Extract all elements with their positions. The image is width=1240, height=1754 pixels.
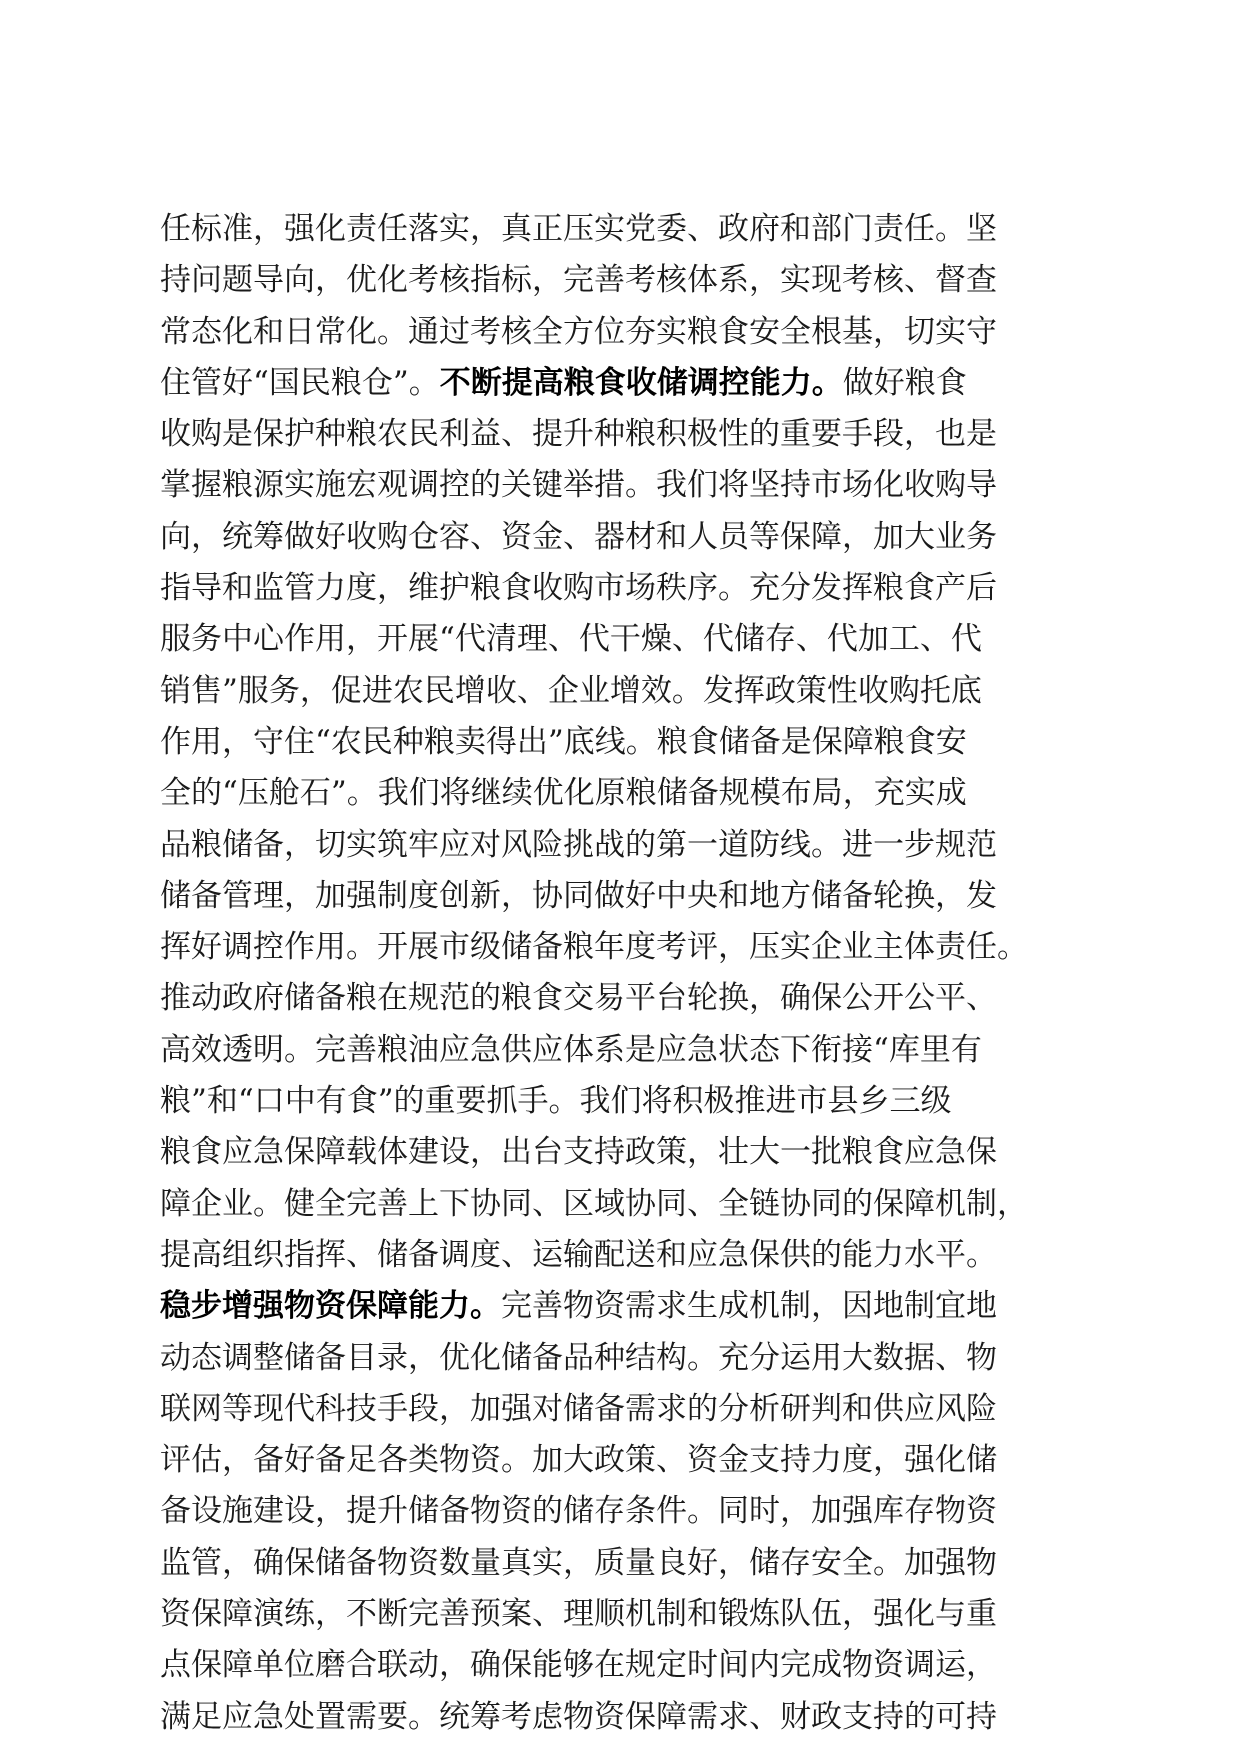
text-line	[160, 768, 1080, 819]
text-line	[160, 1230, 1080, 1281]
text-line	[160, 1127, 1080, 1178]
text-line	[160, 820, 1080, 871]
body-text: 常态化和日常化。通过考核全方位夯实粮食安全根基，切实守	[160, 313, 997, 350]
text-line	[160, 409, 1080, 460]
bold-heading-text: 不断提高粮食收储调控能力。	[439, 364, 843, 401]
text-line	[160, 1435, 1080, 1486]
text-line	[160, 973, 1080, 1024]
text-line	[160, 563, 1080, 614]
body-text: 储备管理，加强制度创新，协同做好中央和地方储备轮换，发	[160, 877, 997, 914]
text-line	[160, 1589, 1080, 1640]
text-line	[160, 1384, 1080, 1435]
body-text: 销售”服务，促进农民增收、企业增效。发挥政策性收购托底	[160, 672, 982, 709]
text-line	[160, 204, 1080, 255]
text-line	[160, 358, 1080, 409]
body-text: 完善物资需求生成机制，因地制宜地	[501, 1288, 997, 1325]
body-text: 点保障单位磨合联动，确保能够在规定时间内完成物资调运，	[160, 1647, 997, 1684]
text-line	[160, 666, 1080, 717]
body-text: 掌握粮源实施宏观调控的关键举措。我们将坚持市场化收购导	[160, 467, 997, 504]
text-line	[160, 1486, 1080, 1537]
body-text: 联网等现代科技手段，加强对储备需求的分析研判和供应风险	[160, 1390, 997, 1427]
text-line	[160, 1179, 1080, 1230]
body-text: 做好粮食	[842, 364, 967, 401]
body-text: 监管，确保储备物资数量真实，质量良好，储存安全。加强物	[160, 1544, 997, 1581]
body-text: 障企业。健全完善上下协同、区域协同、全链协同的保障机制，	[160, 1185, 1028, 1222]
body-text: 高效透明。完善粮油应急供应体系是应急状态下衔接“库里有	[160, 1031, 982, 1068]
text-line	[160, 255, 1080, 306]
body-text: 作用，守住“农民种粮卖得出”底线。粮食储备是保障粮食安	[160, 723, 967, 760]
text-line	[160, 1640, 1080, 1691]
text-line	[160, 1538, 1080, 1589]
body-text: 粮”和“口中有食”的重要抓手。我们将积极推进市县乡三级	[160, 1083, 952, 1120]
body-text: 指导和监管力度，维护粮食收购市场秩序。充分发挥粮食产后	[160, 570, 997, 607]
text-line	[160, 1076, 1080, 1127]
body-text: 收购是保护种粮农民利益、提升种粮积极性的重要手段，也是	[160, 416, 997, 453]
text-line	[160, 512, 1080, 563]
body-text: 满足应急处置需要。统筹考虑物资保障需求、财政支持的可持	[160, 1698, 997, 1735]
body-text: 任标准，强化责任落实，真正压实党委、政府和部门责任。坚	[160, 211, 997, 247]
body-text: 推动政府储备粮在规范的粮食交易平台轮换，确保公开公平、	[160, 980, 997, 1017]
text-line	[160, 871, 1080, 922]
body-text: 持问题导向，优化考核指标，完善考核体系，实现考核、督查	[160, 262, 997, 299]
text-line	[160, 460, 1080, 511]
text-line	[160, 1025, 1080, 1076]
body-text: 备设施建设，提升储备物资的储存条件。同时，加强库存物资	[160, 1493, 997, 1530]
body-text: 住管好“国民粮仓”。	[160, 364, 440, 401]
document-page	[160, 204, 1080, 1743]
body-text: 挥好调控作用。开展市级储备粮年度考评，压实企业主体责任。	[160, 929, 1028, 966]
text-line	[160, 1281, 1080, 1332]
body-text: 服务中心作用，开展“代清理、代干燥、代储存、代加工、代	[160, 621, 982, 658]
text-line	[160, 1692, 1080, 1743]
text-line	[160, 1333, 1080, 1384]
body-text: 资保障演练，不断完善预案、理顺机制和锻炼队伍，强化与重	[160, 1596, 997, 1633]
body-text: 提高组织指挥、储备调度、运输配送和应急保供的能力水平。	[160, 1236, 997, 1273]
text-line	[160, 307, 1080, 358]
body-text: 评估，备好备足各类物资。加大政策、资金支持力度，强化储	[160, 1442, 997, 1479]
text-line	[160, 717, 1080, 768]
body-text: 动态调整储备目录，优化储备品种结构。充分运用大数据、物	[160, 1339, 997, 1376]
body-text: 品粮储备，切实筑牢应对风险挑战的第一道防线。进一步规范	[160, 826, 997, 863]
text-line	[160, 922, 1080, 973]
body-text: 全的“压舱石”。我们将继续优化原粮储备规模布局，充实成	[160, 775, 967, 812]
body-text: 粮食应急保障载体建设，出台支持政策，壮大一批粮食应急保	[160, 1134, 997, 1171]
text-line	[160, 614, 1080, 665]
bold-heading-text: 稳步增强物资保障能力。	[160, 1288, 501, 1325]
body-text: 向，统筹做好收购仓容、资金、器材和人员等保障，加大业务	[160, 518, 997, 555]
